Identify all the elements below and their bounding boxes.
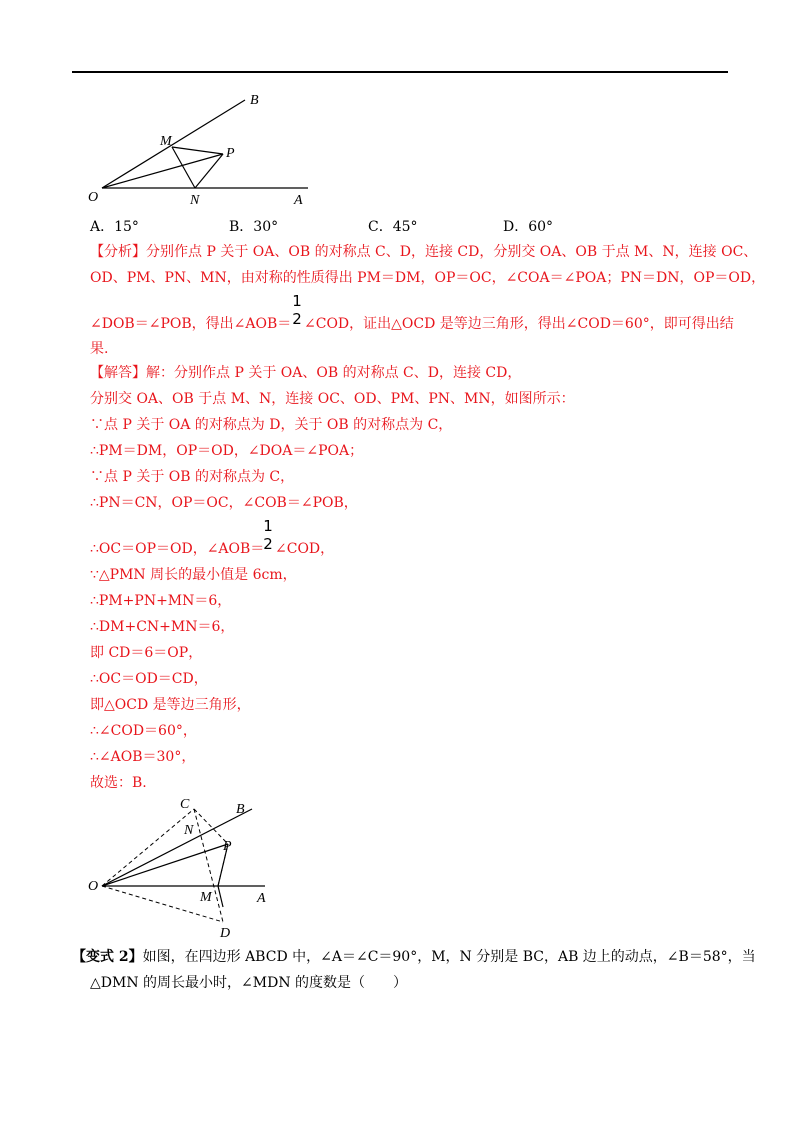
label-A: A <box>294 193 303 208</box>
label-O: O <box>88 879 99 894</box>
label-P: P <box>223 839 232 854</box>
analysis-line-1: 【分析】分别作点 P 关于 OA、OB 的对称点 C、D，连接 CD，分别交 OA、OB 于点 M、N，连接 OC、 <box>90 244 758 260</box>
solution-line-15: 故选：B. <box>90 775 147 791</box>
label-C: C <box>180 797 190 812</box>
solution-line-7: ∵△PMN 周长的最小值是 6cm， <box>90 567 297 583</box>
solution-line-6: ∴PN＝CN，OP＝OC，∠COB＝∠POB， <box>90 495 358 511</box>
solution-line-5: ∵点 P 关于 OB 的对称点为 C， <box>90 469 295 485</box>
label-P: P <box>226 146 235 161</box>
label-B: B <box>250 93 259 108</box>
solution-line-12: 即△OCD 是等边三角形， <box>90 697 251 713</box>
label-M: M <box>160 134 172 149</box>
analysis-line-2: OD、PM、PN、MN，由对称的性质得出 PM＝DM，OP＝OC，∠COA＝∠POA；PN＝DN，OP＝OD， <box>90 270 766 286</box>
solution-frac-line-b: ∠COD， <box>275 541 335 557</box>
solution-line-14: ∴∠AOB＝30°， <box>90 749 196 765</box>
label-A: A <box>257 891 266 906</box>
figure-angle-triangle <box>80 90 330 215</box>
option-a: A．15° <box>90 219 139 235</box>
fraction-numerator-2: 1 <box>263 517 273 535</box>
analysis-line-4: 果. <box>90 341 109 357</box>
solution-line-11: ∴OC＝OD＝CD， <box>90 671 208 687</box>
variant-line-1 <box>72 947 756 967</box>
solution-line-10: 即 CD＝6＝OP， <box>90 645 203 661</box>
fraction-numerator: 1 <box>292 292 302 310</box>
variant-tag: 【变式 2】 <box>72 949 143 965</box>
solution-frac-line-a: ∴OC＝OP＝OD，∠AOB＝ <box>90 541 265 557</box>
solution-line-8: ∴PM+PN+MN＝6， <box>90 593 232 609</box>
solution-line-2: 分别交 OA、OB 于点 M、N，连接 OC、OD、PM、PN、MN，如图所示： <box>90 391 575 407</box>
label-D: D <box>220 926 231 941</box>
fraction-denominator: 2 <box>292 310 302 328</box>
variant-text-1: 如图，在四边形 ABCD 中，∠A＝∠C＝90°，M，N 分别是 BC，AB 边上的动点，∠B＝58°，当 <box>142 949 756 965</box>
analysis-line-3b: ∠COD，证出△OCD 是等边三角形，得出∠COD＝60°，即可得出结 <box>304 316 734 332</box>
label-M: M <box>200 890 212 905</box>
label-O: O <box>88 190 99 205</box>
fraction-denominator-2: 2 <box>263 535 273 553</box>
label-N: N <box>184 823 194 838</box>
variant-line-2: △DMN 的周长最小时，∠MDN 的度数是（ ） <box>90 975 408 991</box>
header-rule <box>72 71 728 73</box>
option-d: D．60° <box>503 219 554 235</box>
solution-line-3: ∵点 P 关于 OA 的对称点为 D，关于 OB 的对称点为 C， <box>90 417 453 433</box>
option-b: B．30° <box>229 219 279 235</box>
figure-reflection-construction <box>80 795 280 943</box>
solution-line-13: ∴∠COD＝60°， <box>90 723 197 739</box>
solution-line-4: ∴PM＝DM，OP＝OD，∠DOA＝∠POA； <box>90 443 364 459</box>
option-c: C．45° <box>368 219 418 235</box>
solution-line-1: 【解答】解：分别作点 P 关于 OA、OB 的对称点 C、D，连接 CD， <box>90 365 522 381</box>
analysis-line-3a: ∠DOB＝∠POB，得出∠AOB＝ <box>90 316 292 332</box>
label-N: N <box>190 193 200 208</box>
answer-options <box>90 216 730 236</box>
solution-line-9: ∴DM+CN+MN＝6， <box>90 619 235 635</box>
label-B: B <box>236 802 245 817</box>
